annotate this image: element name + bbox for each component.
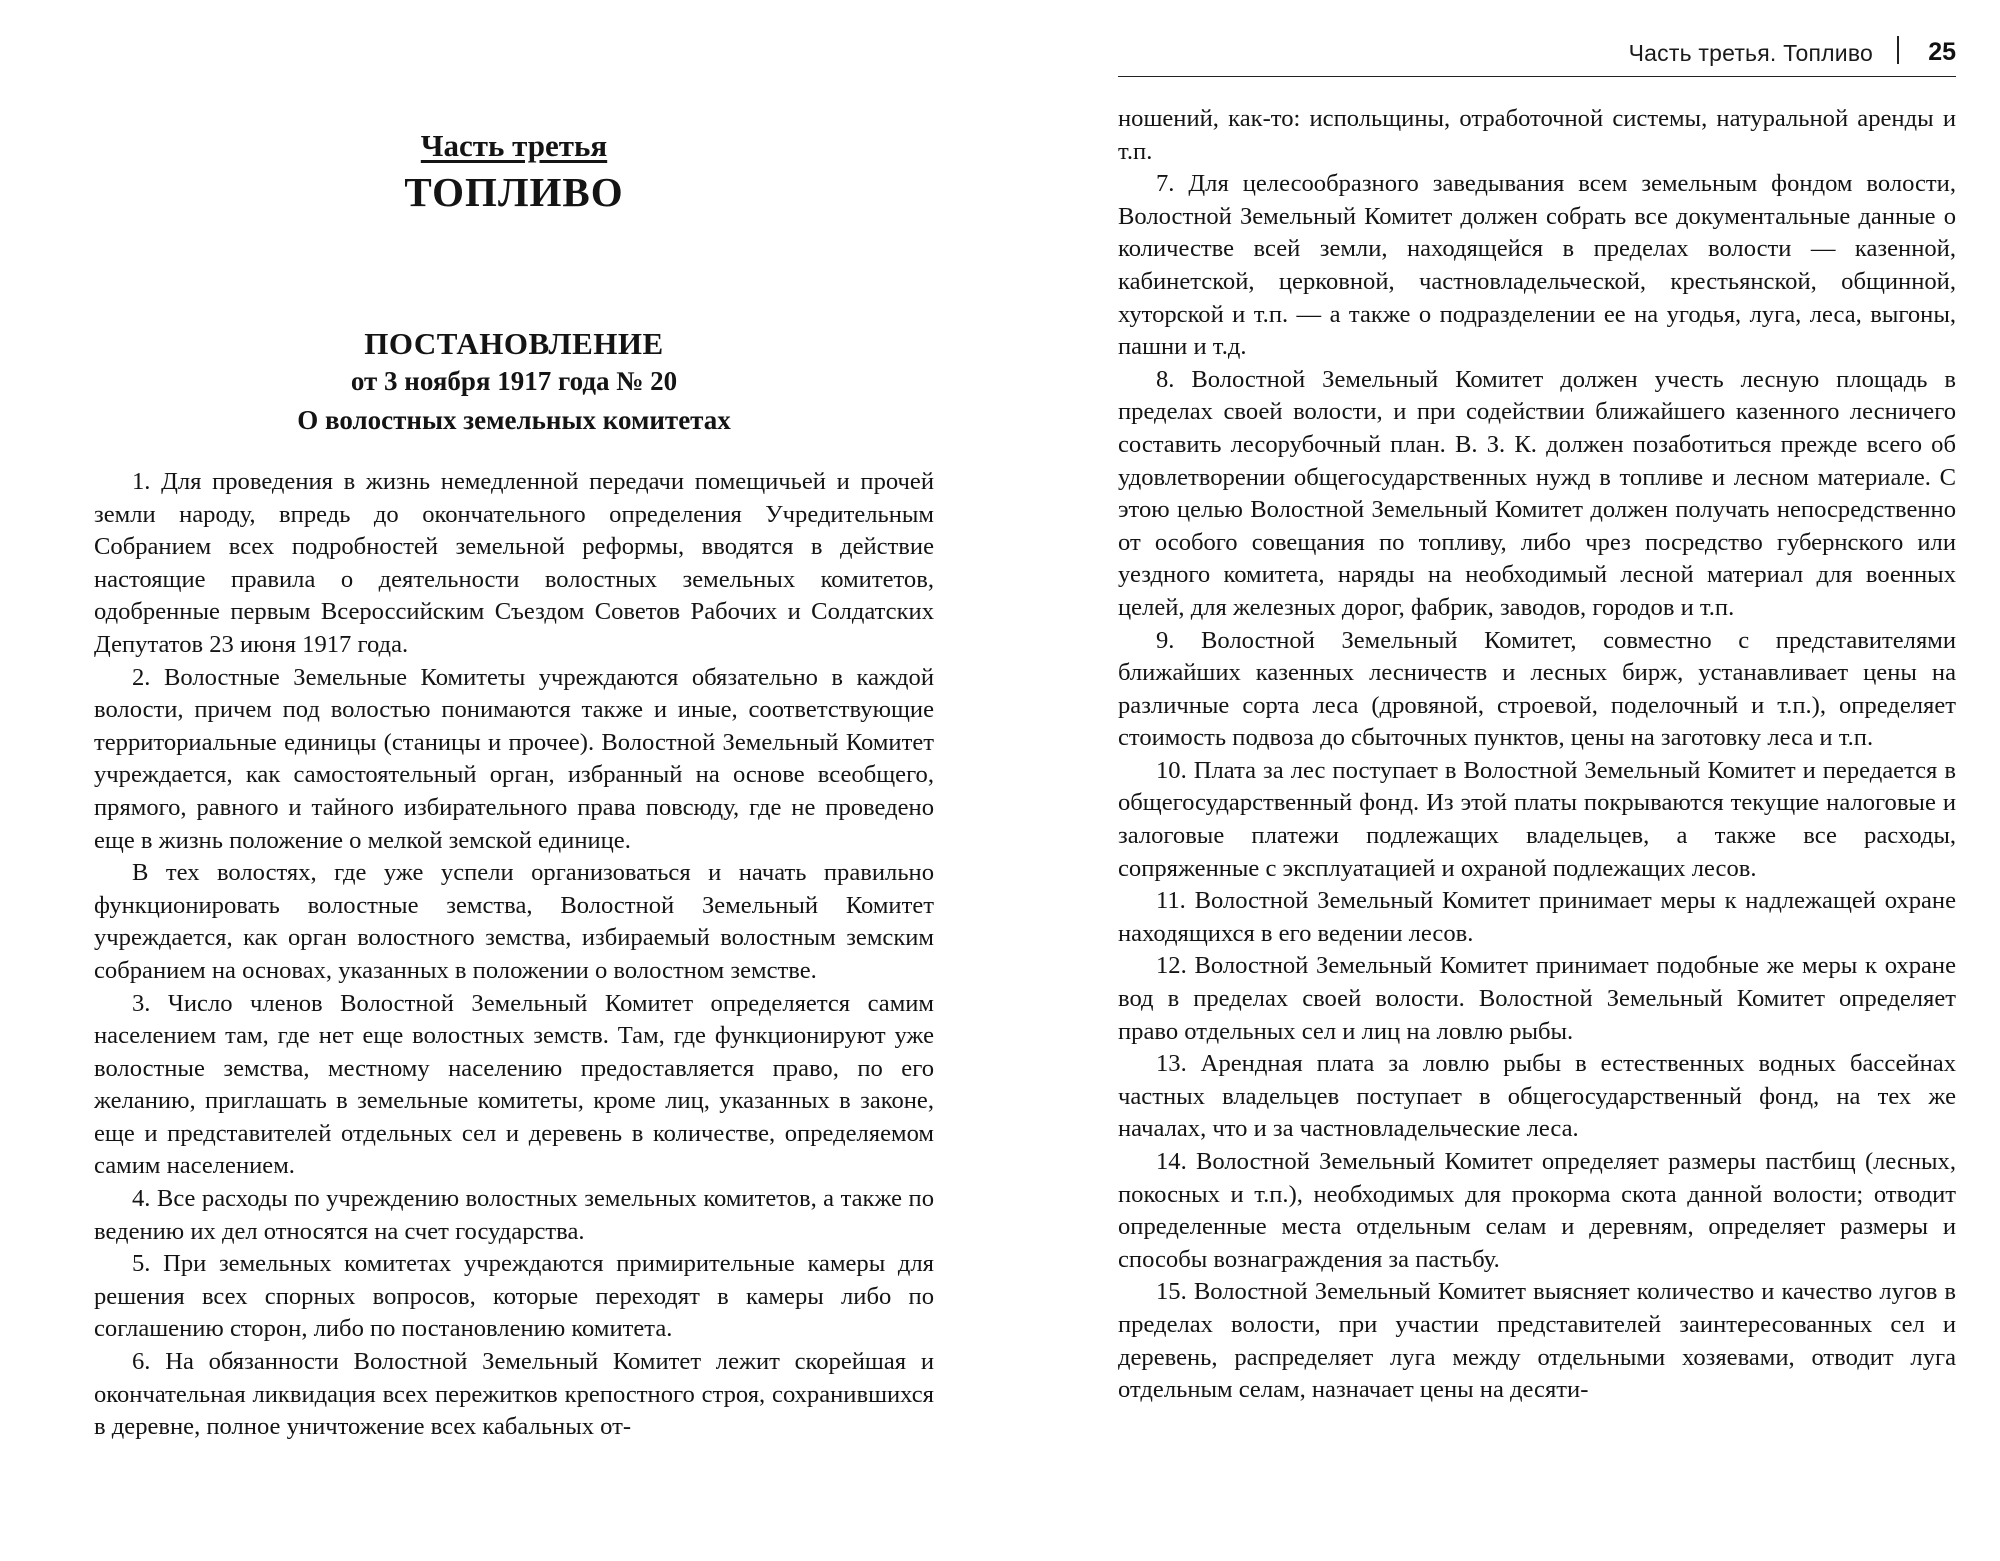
paragraph: 13. Арендная плата за ловлю рыбы в естественных водных бассейнах частных владельцев поступает в общегосударственный фонд, на тех же началах, что и за частновладельческие леса. <box>1118 1050 1956 1143</box>
paragraph: 4. Все расходы по учреждению волостных земельных комитетов, а также по ведению их дел относятся на счет государства. <box>94 1185 934 1245</box>
running-head-title: Часть третья. Топливо <box>1628 40 1873 66</box>
right-page <box>1118 0 1956 1561</box>
paragraph: 2. Волостные Земельные Комитеты учреждаются обязательно в каждой волости, причем под волостью понимаются также и иные, соответствующие территориальные единицы (станицы и прочее). Волостной Земельный Комитет учреждается, как самостоятельный орган, избранный на основе всеобщего, прямого, равного и тайного избирательного права повсюду, где не проведено еще в жизнь положение о мелкой земской единице. <box>94 663 934 854</box>
paragraph: 14. Волостной Земельный Комитет определяет размеры пастбищ (лесных, покосных и т.п.), необходимых для прокорма скота данной волости; отводит определенные места отдельным селам и деревням, определяет размеры и способы вознаграждения за пастьбу. <box>1118 1148 1956 1273</box>
paragraph: 5. При земельных комитетах учреждаются примирительные камеры для решения всех спорных вопросов, которые переходят в камеры либо по соглашению сторон, либо по постановлению комитета. <box>94 1250 934 1343</box>
decree-date: от 3 ноября 1917 года № 20 <box>350 366 678 396</box>
paragraph: 3. Число членов Волостной Земельный Комитет определяется самим населением там, где нет еще волостных земств. Там, где функционируют уже волостные земства, местному населению предоставляется право, по его желанию, приглашать в земельные комитеты, кроме лиц, указанных в законе, еще и представителей отдельных сел и деревень в количестве, определяемом самим населением. <box>94 989 934 1180</box>
paragraph: 8. Волостной Земельный Комитет должен учесть лесную площадь в пределах своей волости, и при содействии ближайшего казенного лесничего составить лесорубочный план. В. З. К. должен позаботиться прежде всего об удовлетворении общегосударственных нужд в топливе и лесном материале. С этою целью Волостной Земельный Комитет должен получать непосредственно от особого совещания по топливу, либо чрез посредство губернского или уездного комитета, наряды на необходимый лесной материал для военных целей, для железных дорог, фабрик, заводов, городов и т.п. <box>1118 365 1956 621</box>
paragraph: 10. Плата за лес поступает в Волостной Земельный Комитет и передается в общегосударственный фонд. Из этой платы покрываются текущие налоговые и залоговые платежи подлежащих владельцев, а также все расходы, сопряженные с эксплуатацией и охраной подлежащих лесов. <box>1118 756 1956 882</box>
paragraph: 6. На обязанности Волостной Земельный Комитет лежит скорейшая и окончательная ликвидация всех пережитков крепостного строя, сохранившихся в деревне, полное уничтожение всех кабальных от- <box>94 1348 934 1441</box>
paragraph: 9. Волостной Земельный Комитет, совместно с представителями ближайших казенных лесничеств и лесных бирж, устанавливает цены на различные сорта леса (дровяной, строевой, поделочный и т.п.), определяет стоимость подвоза до сбыточных пунктов, цены на заготовку леса и т.п. <box>1118 626 1956 752</box>
continued-paragraph: ношений, как-то: испольщины, отработочной системы, натуральной аренды и т.п. <box>1118 105 1956 165</box>
paragraph: 12. Волостной Земельный Комитет принимает подобные же меры к охране вод в пределах своей волости. Волостной Земельный Комитет определяет право отдельных сел и лиц на ловлю рыбы. <box>1118 952 1956 1045</box>
paragraph: В тех волостях, где уже успели организоваться и начать правильно функционировать волостные земства, Волостной Земельный Комитет учреждается, как орган волостного земства, избираемый волостным земским собранием на основах, указанных в положении о волостном земстве. <box>94 859 934 984</box>
running-head <box>1118 36 1956 77</box>
paragraph: 7. Для целесообразного заведывания всем земельным фондом волости, Волостной Земельный Комитет должен собрать все документальные данные о количестве всей земли, находящейся в пределах волости — казенной, кабинетской, церковной, частновладельческой, крестьянской, общинной, хуторской и т.п. — а также о подразделении ее на угодья, луга, леса, выгоны, пашни и т.д. <box>1118 170 1956 361</box>
running-head-separator <box>1897 36 1899 64</box>
decree-title: ПОСТАНОВЛЕНИЕ <box>364 326 664 361</box>
right-body-text <box>1118 103 1956 1407</box>
paragraph: 11. Волостной Земельный Комитет принимает меры к надлежащей охране находящихся в его ведении лесов. <box>1118 887 1956 947</box>
paragraph: 15. Волостной Земельный Комитет выясняет количество и качество лугов в пределах волости, при участии представителей заинтересованных сел и деревень, распределяет луга между отдельными хозяевами, отводит луга отдельным селам, назначает цены на десяти- <box>1118 1278 1956 1404</box>
left-body-text <box>94 466 934 1444</box>
part-title: Часть третья <box>420 128 608 163</box>
left-page <box>94 0 934 1561</box>
decree-subject: О волостных земельных комитетах <box>297 405 731 435</box>
section-title: ТОПЛИВО <box>404 169 624 215</box>
page-number: 25 <box>1928 38 1956 66</box>
paragraph: 1. Для проведения в жизнь немедленной передачи помещичьей и прочей земли народу, впредь до окончательного определения Учредительным Собранием всех подробностей земельной реформы, вводятся в действие настоящие правила о деятельности волостных земельных комитетов, одобренные первым Всероссийским Съездом Советов Рабочих и Солдатских Депутатов 23 июня 1917 года. <box>94 468 934 658</box>
